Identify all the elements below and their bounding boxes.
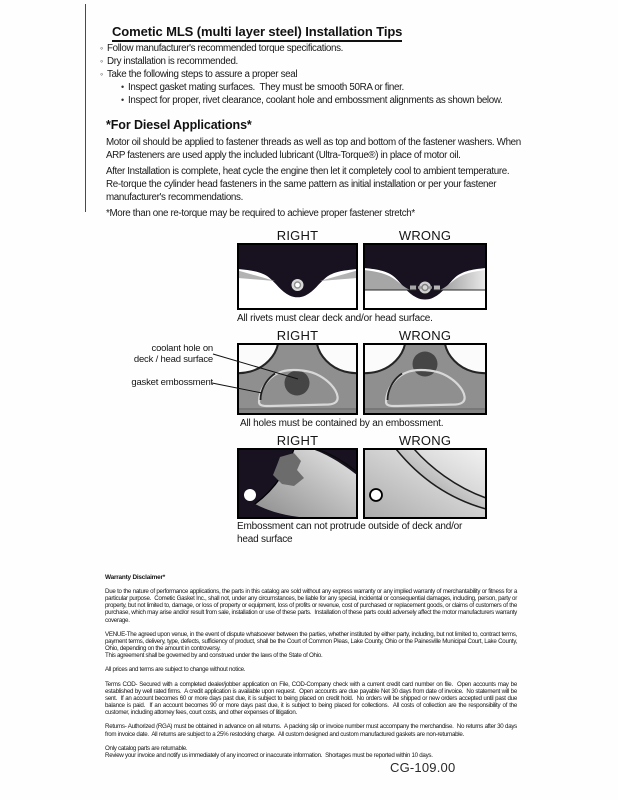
diesel-paragraph: Motor oil should be applied to fastener threads as well as top and bottom of the fastener washers. When ARP fasteners are used apply the included lubricant (Ultra-Torque®) in place of motor oil.: [106, 137, 523, 162]
page-edge-line: [85, 4, 86, 212]
right-label: RIGHT: [276, 228, 319, 243]
diagram-caption: All holes must be contained by an embossment.: [240, 418, 444, 429]
disclaimer-paragraph: This agreement shall be governed by and construed under the laws of the State of Ohio.: [105, 652, 323, 660]
page-title: Cometic MLS (multi layer steel) Installation Tips: [112, 24, 402, 42]
right-label: RIGHT: [276, 328, 319, 343]
installation-tips-list: [100, 42, 550, 107]
disclaimer-paragraph: Due to the nature of performance applications, the parts in this catalog are sold without any express warranty or any implied warranty of merchantability or fitness for a particular purpose. Cometic Gasket Inc., shall not, under any circumstances, be liable for any special, incidental or consequential damages, including, person, party or property, but not limited to, damage, or loss of property or equipment, loss of profits or revenue, cost of purchased or replacement goods, or claims of customers of the purchase, which may arise and/or result from sale, installation or use of these parts. Installation of these parts could adversely affect the motor manufacturers warranty coverage.: [105, 588, 519, 624]
annotation-coolant-hole: [118, 344, 213, 365]
diesel-paragraph: After Installation is complete, heat cycle the engine then let it completely cool to ambient temperature. Re-torque the cylinder head fasteners in the same pattern as initial installation or per your fastener manufacturer's recommendations.: [106, 166, 512, 204]
diesel-applications-heading: *For Diesel Applications*: [106, 118, 252, 132]
embossment-wrong-diagram: [363, 343, 487, 415]
wrong-label: WRONG: [398, 228, 452, 243]
tip-text: Inspect gasket mating surfaces. They must be smooth 50RA or finer.: [128, 82, 404, 93]
disclaimer-paragraph: Review your invoice and notify us immediately of any incorrect or inaccurate information. Shortages must be reported within 10 days.: [105, 751, 433, 759]
circle-bullet-icon: ◦: [100, 69, 103, 79]
diagram-row-rivets: [237, 228, 487, 325]
list-item: [100, 68, 550, 81]
diagram-caption: Embossment can not protrude outside of deck and/or head surface: [237, 521, 463, 545]
diagram-caption: All rivets must clear deck and/or head surface.: [237, 313, 433, 324]
rivet-right-diagram: [237, 243, 358, 310]
right-label: RIGHT: [276, 433, 319, 448]
circle-bullet-icon: ◦: [100, 43, 103, 53]
diagram-row-protrusion: [237, 433, 487, 546]
list-item: [100, 94, 550, 107]
warranty-disclaimer: [105, 574, 517, 759]
list-item: [100, 55, 550, 68]
protrusion-right-diagram: [237, 448, 358, 519]
annotation-line: deck / head surface: [133, 353, 213, 365]
disclaimer-heading: Warranty Disclaimer*: [105, 574, 166, 581]
tip-text: Dry installation is recommended.: [107, 56, 238, 67]
annotation-gasket-embossment: gasket embossment: [131, 377, 213, 388]
tip-text: Follow manufacturer's recommended torque specifications.: [107, 43, 344, 54]
disclaimer-paragraph: Terms COD- Secured with a completed dealer/jobber application on File, COD-Company check with a current credit card number on file. Open accounts may be established by well rated firms. A credit application is available upon request. Open accounts are due payable Net 30 days from date of invoice. No statement will be sent. If an account becomes 60 or more days past due, it is subject to being placed on credit hold. No orders will be shipped or new orders accepted until past due balance is paid. If an account becomes 90 or more days past due, it is subject to being placed for collections. All costs of collection are the responsibility of the customer, including attorney fees, court costs, and other expenses of litigation.: [105, 680, 519, 717]
retorque-note: *More than one re-torque may be required to achieve proper fastener stretch*: [106, 208, 415, 219]
disclaimer-paragraph: VENUE-The agreed upon venue, in the event of dispute whatsoever between the parties, whether instituted by either party, including, but not limited to, contract terms, payment terms, delivery, type, defects, sufficiency of product, shall be the Court of Common Pleas, Lake County, Ohio or the Painesville Municipal Court, Lake County, Ohio, depending on the amount in controversy.: [105, 630, 519, 653]
tip-text: Inspect for proper, rivet clearance, coolant hole and embossment alignments as shown below.: [128, 95, 503, 106]
annotation-line: coolant hole on: [151, 343, 213, 354]
circle-bullet-icon: ◦: [100, 56, 103, 66]
wrong-label: WRONG: [398, 433, 452, 448]
list-item: [100, 81, 550, 94]
disclaimer-paragraph: Returns- Authorized (RGA) must be obtained in advance on all returns. A packing slip or invoice number must accompany the merchandise. No returns after 30 days from invoice date. All returns are subject to a 25% restocking charge. All custom designed and custom manufactured gaskets are non-returnable.: [105, 723, 519, 738]
wrong-label: WRONG: [398, 328, 452, 343]
dot-bullet-icon: •: [121, 95, 124, 105]
protrusion-wrong-diagram: [363, 448, 487, 519]
rivet-wrong-diagram: [363, 243, 487, 310]
disclaimer-paragraph: All prices and terms are subject to change without notice.: [105, 666, 246, 674]
tip-text: Take the following steps to assure a proper seal: [107, 69, 298, 80]
dot-bullet-icon: •: [121, 82, 124, 92]
disclaimer-paragraph: Only catalog parts are returnable.: [105, 744, 188, 752]
list-item: [100, 42, 550, 55]
annotation-leader-lines: [210, 346, 305, 398]
page-code: CG-109.00: [390, 760, 456, 775]
